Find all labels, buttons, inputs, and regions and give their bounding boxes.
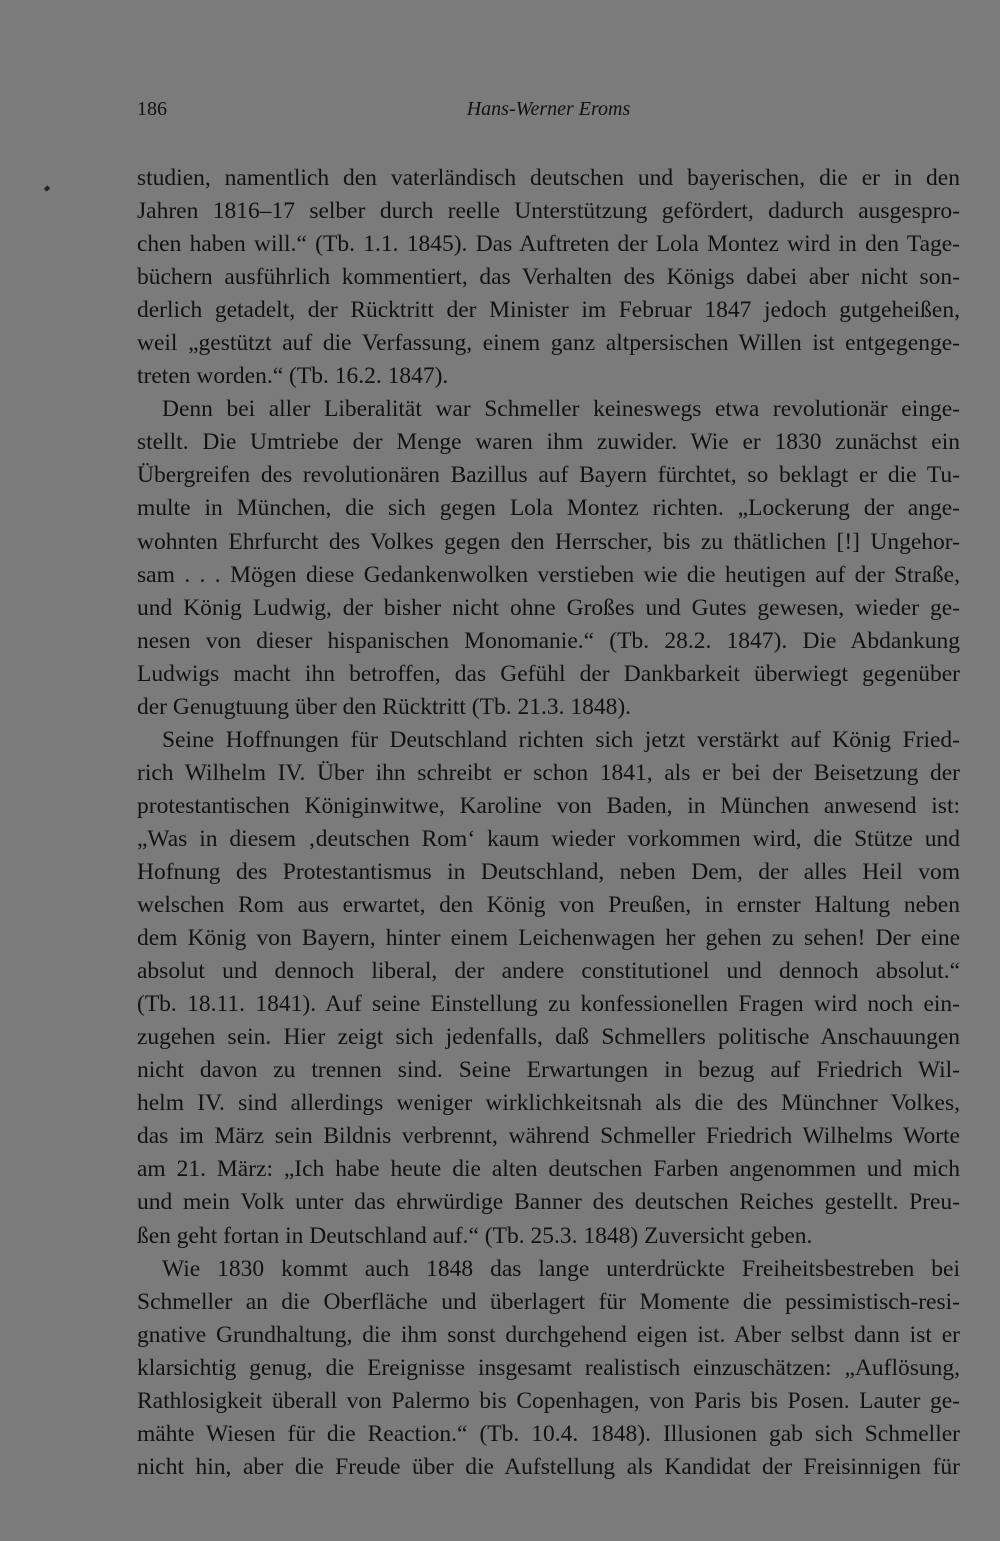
text-line: Jahren 1816–17 selber durch reelle Unterstützung gefördert, dadurch ausgespro- [137,198,960,225]
text-line: nicht hin, aber die Freude über die Aufstellung als Kandidat der Freisinnigen für [137,1453,960,1480]
scan-speck [44,185,50,191]
text-line: Rathlosigkeit überall von Palermo bis Copenhagen, von Paris bis Posen. Lauter ge- [137,1387,960,1414]
text-line: das im März sein Bildnis verbrennt, während Schmeller Friedrich Wilhelms Worte [137,1123,960,1150]
text-line: helm IV. sind allerdings weniger wirklichkeitsnah als die des Münchner Volkes, [137,1090,960,1117]
text-line: Seine Hoffnungen für Deutschland richten sich jetzt verstärkt auf König Fried- [162,726,960,753]
text-line: sam . . . Mögen diese Gedankenwolken verstieben wie die heutigen auf der Straße, [137,561,960,588]
text-line: „Was in diesem ‚deutschen Rom‘ kaum wieder vorkommen wird, die Stütze und [137,825,960,852]
text-line: Übergreifen des revolutionären Bazillus auf Bayern fürchtet, so beklagt er die Tu- [137,462,960,489]
running-head: Hans-Werner Eroms [466,98,631,120]
text-line: gnative Grundhaltung, die ihm sonst durchgehend eigen ist. Aber selbst dann ist er [137,1321,960,1348]
text-line: nicht davon zu trennen sind. Seine Erwartungen in bezug auf Friedrich Wil- [137,1057,960,1084]
text-line: Ludwigs macht ihn betroffen, das Gefühl der Dankbarkeit überwiegt gegenüber [137,660,960,687]
text-line: wohnten Ehrfurcht des Volkes gegen den Herrscher, bis zu thätlichen [!] Ungehor- [137,528,960,555]
text-line: Denn bei aller Liberalität war Schmeller keineswegs etwa revolutionär einge- [162,396,960,423]
text-line: Hofnung des Protestantismus in Deutschland, neben Dem, der alles Heil vom [137,858,960,885]
text-line: mähte Wiesen für die Reaction.“ (Tb. 10.4. 1848). Illusionen gab sich Schmeller [137,1420,960,1447]
text-line: derlich getadelt, der Rücktritt der Minister im Februar 1847 jedoch gutgeheißen, [137,297,960,324]
text-line: ßen geht fortan in Deutschland auf.“ (Tb. 25.3. 1848) Zuversicht geben. [137,1222,813,1249]
text-line: zugehen sein. Hier zeigt sich jedenfalls, daß Schmellers politische Anschauungen [137,1024,960,1051]
text-line: multe in München, die sich gegen Lola Montez richten. „Lockerung der ange- [137,495,960,522]
text-line: studien, namentlich den vaterländisch deutschen und bayerischen, die er in den [137,165,960,191]
text-line: stellt. Die Umtriebe der Menge waren ihm zuwider. Wie er 1830 zunächst ein [137,429,960,456]
page-number: 186 [137,98,167,120]
text-line: nesen von dieser hispanischen Monomanie.“ (Tb. 28.2. 1847). Die Abdankung [137,627,960,654]
text-line: absolut und dennoch liberal, der andere constitutionel und dennoch absolut.“ [137,958,960,985]
text-line: treten worden.“ (Tb. 16.2. 1847). [137,363,449,390]
text-line: chen haben will.“ (Tb. 1.1. 1845). Das Auftreten der Lola Montez wird in den Tage- [137,231,960,258]
text-line: am 21. März: „Ich habe heute die alten deutschen Farben angenommen und mich [137,1156,960,1183]
text-line: büchern ausführlich kommentiert, das Verhalten des Königs dabei aber nicht son- [137,264,960,291]
text-line: protestantischen Königinwitwe, Karoline von Baden, in München anwesend ist: [137,792,960,819]
text-line: und König Ludwig, der bisher nicht ohne Großes und Gutes gewesen, wieder ge- [137,594,960,621]
text-line: rich Wilhelm IV. Über ihn schreibt er schon 1841, als er bei der Beisetzung der [137,759,960,786]
text-line: Wie 1830 kommt auch 1848 das lange unterdrückte Freiheitsbestreben bei [162,1255,960,1282]
body-text [137,162,960,1484]
text-line: welschen Rom aus erwartet, den König von Preußen, in ernster Haltung neben [137,892,960,919]
text-line: und mein Volk unter das ehrwürdige Banner des deutschen Reiches gestellt. Preu- [137,1189,960,1216]
text-line: (Tb. 18.11. 1841). Auf seine Einstellung zu konfessionellen Fragen wird noch ein- [137,991,960,1018]
text-line: Schmeller an die Oberfläche und überlagert für Momente die pessimistisch-resi- [137,1288,960,1315]
text-line: dem König von Bayern, hinter einem Leichenwagen her gehen zu sehen! Der eine [137,925,960,952]
text-line: weil „gestützt auf die Verfassung, einem ganz altpersischen Willen ist entgegenge- [137,330,960,357]
page-header [137,98,960,128]
text-line: der Genugtuung über den Rücktritt (Tb. 21.3. 1848). [137,693,632,720]
text-line: klarsichtig genug, die Ereignisse insgesamt realistisch einzuschätzen: „Auflösung, [137,1354,960,1381]
